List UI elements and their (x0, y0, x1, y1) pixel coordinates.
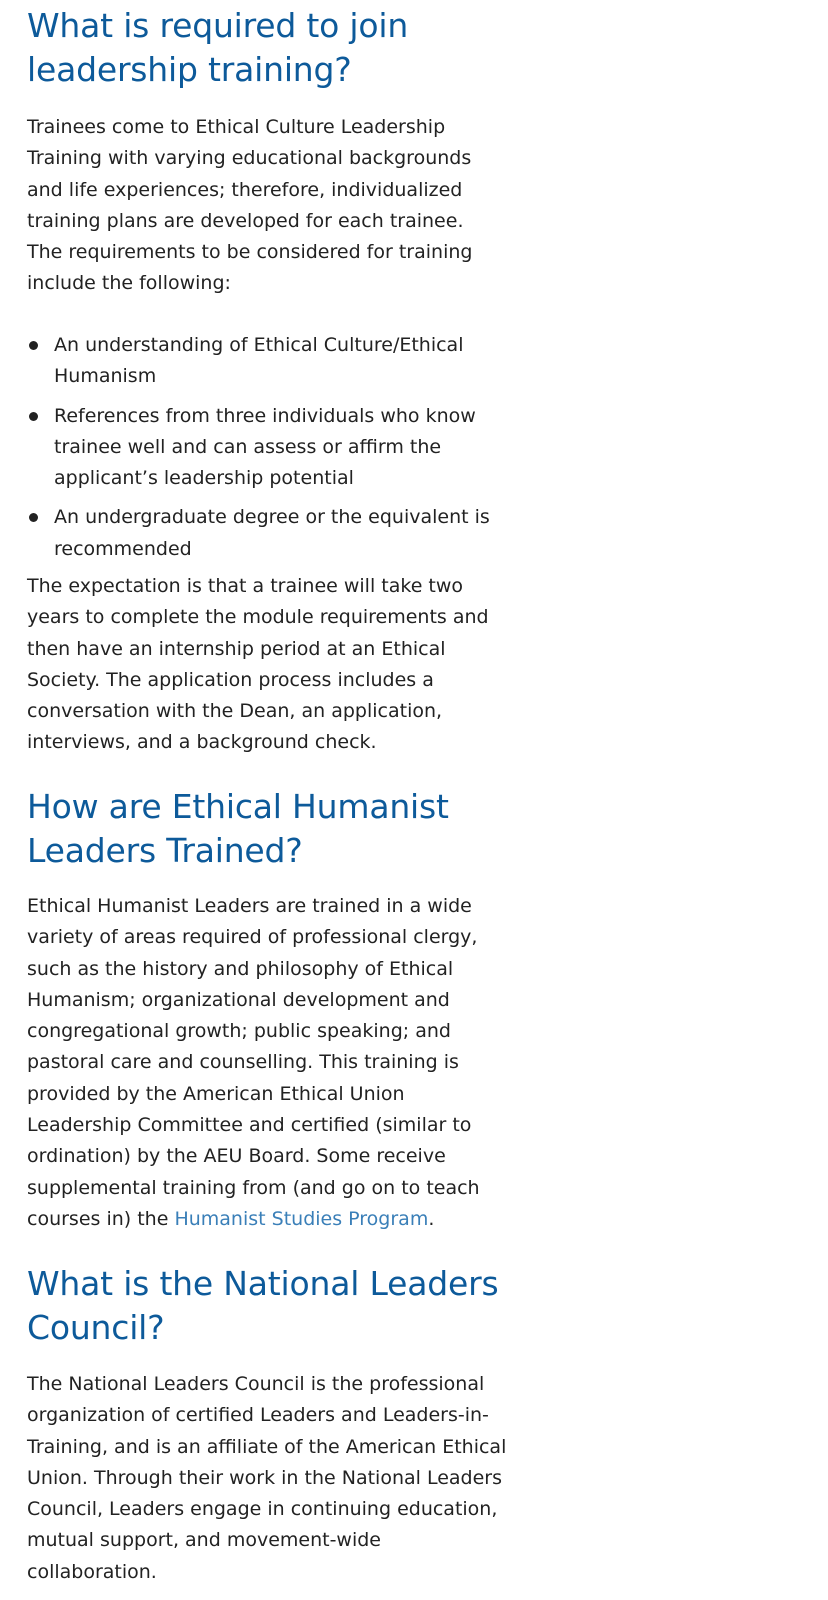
expectation-paragraph: The expectation is that a trainee will take two years to complete the module requirements and then have an internship period at an Ethical Society. The application process includes a conversation with the Dean, an application, interviews, and a background check. (27, 575, 489, 754)
list-item (27, 502, 507, 565)
section-heading-training: How are Ethical Humanist Leaders Trained? (27, 787, 449, 870)
humanist-studies-program-link[interactable]: Humanist Studies Program (174, 1207, 429, 1230)
list-item-text: References from three individuals who know trainee well and can assess or affirm the applicant’s leadership potential (54, 404, 476, 490)
bullet-icon (29, 412, 38, 421)
training-paragraph-period: . (428, 1207, 435, 1230)
council-paragraph: The National Leaders Council is the professional organization of certified Leaders and Leaders-in-Training, and is an affiliate of the American Ethical Union. Through their work in the National Leaders Council, Leaders engage in continuing education, mutual support, and movement-wide collaboration. (27, 1373, 507, 1583)
list-item-text: An undergraduate degree or the equivalent is recommended (54, 506, 490, 560)
list-item (27, 330, 507, 393)
bullet-icon (29, 341, 38, 350)
requirements-intro-paragraph: Trainees come to Ethical Culture Leadership Training with varying educational backgrounds and life experiences; therefore, individualized training plans are developed for each trainee. The requirements to be considered for training include the following: (27, 116, 473, 295)
bullet-icon (29, 513, 38, 522)
training-paragraph-text: Ethical Humanist Leaders are trained in a wide variety of areas required of professional clergy, such as the history and philosophy of Ethical Humanism; organizational development and congregational growth; public speaking; and pastoral care and counselling. This training is provided by the American Ethical Union Leadership Committee and certified (similar to ordination) by the AEU Board. Some receive supplemental training from (and go on to teach courses in) the (27, 895, 480, 1230)
section-heading-council: What is the National Leaders Council? (27, 1264, 499, 1347)
requirements-list (27, 330, 507, 565)
list-item (27, 401, 507, 495)
list-item-text: An understanding of Ethical Culture/Ethical Humanism (54, 334, 464, 388)
section-heading-requirements: What is required to join leadership training? (27, 6, 409, 89)
training-paragraph (27, 891, 507, 1235)
